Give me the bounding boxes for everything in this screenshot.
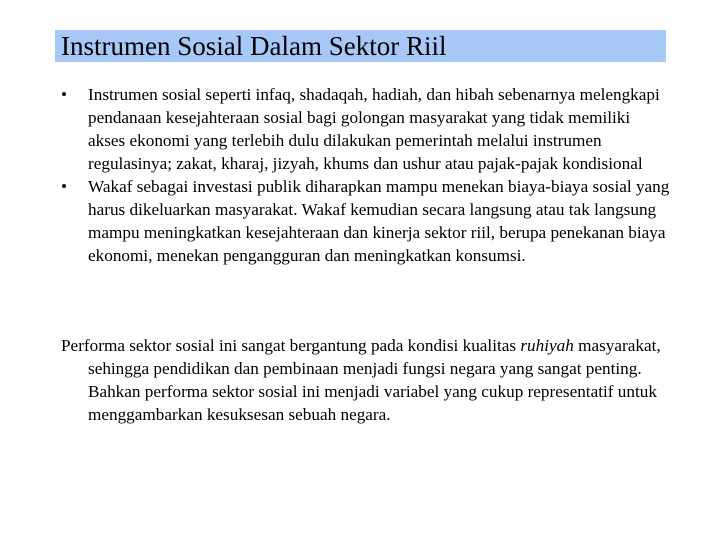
bullet-text: Instrumen sosial seperti infaq, shadaqah, hadiah, dan hibah sebenarnya melengkapi pendanaan kesejahteraan sosial bagi golongan masyarakat yang tidak memiliki akses ekonomi yang terlebih dulu dilakukan pemerintah melalui instrumen regulasinya; zakat, kharaj, jizyah, khums dan ushur atau pajak-pajak kondisional <box>88 85 660 173</box>
bullet-text: Wakaf sebagai investasi publik diharapkan mampu menekan biaya-biaya sosial yang harus dikeluarkan masyarakat. Wakaf kemudian secara langsung atau tak langsung mampu meningkatkan kesejahteraan dan kinerja sektor riil, berupa penekanan biaya ekonomi, menekan pengangguran dan meningkatkan konsumsi. <box>88 177 670 265</box>
paragraph-italic-term: ruhiyah <box>520 336 574 355</box>
paragraph-text-start: Performa sektor sosial ini sangat bergantung pada kondisi kualitas <box>61 336 521 355</box>
paragraph-text-end: masyarakat, sehingga pendidikan dan pembinaan menjadi fungsi negara yang sangat penting. Bahkan performa sektor sosial ini menjadi variabel yang cukup representatif untuk menggambarkan kesuksesan sebuah negara. <box>88 336 661 424</box>
bullet-marker: • <box>61 177 68 196</box>
bullet-marker: • <box>61 85 68 104</box>
bullet-item <box>61 83 671 175</box>
slide-title: Instrumen Sosial Dalam Sektor Riil <box>55 30 666 62</box>
bullet-item <box>61 175 671 267</box>
bullet-list <box>61 83 671 267</box>
closing-paragraph <box>61 334 671 426</box>
